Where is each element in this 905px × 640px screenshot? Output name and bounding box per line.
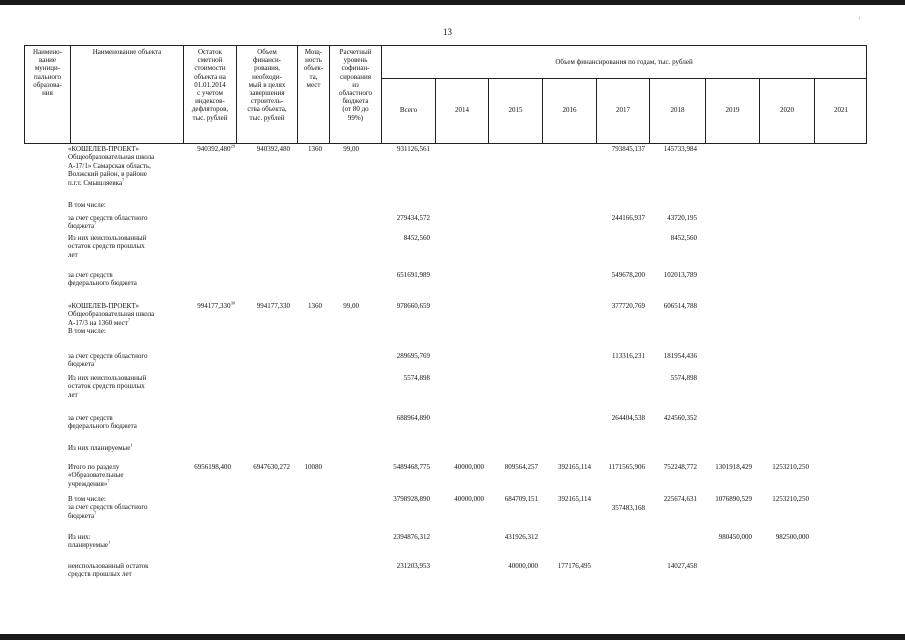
object-name-line: В том числе: [68, 495, 106, 503]
cell-total: 8452,560 [403, 234, 430, 242]
cell-y2017: 549678,200 [611, 271, 645, 279]
cell-y2020: 982500,000 [775, 533, 809, 541]
cell-y2016: 177176,495 [557, 562, 591, 570]
cell-remaining: 994177,330$^{30}$ [197, 300, 235, 310]
cell-y2019: 1301918,429 [715, 463, 752, 471]
object-name-line: А-17/3 на 1360 мест$^7$ [68, 317, 131, 327]
cell-y2014: 40000,000 [454, 495, 484, 503]
object-name-line: за счет средств областного [68, 503, 148, 512]
col-divider [70, 46, 71, 143]
object-name-line: за счет средств [68, 271, 113, 279]
header-year-2020: 2020 [780, 106, 794, 114]
cell-y2016: 392165,114 [558, 495, 591, 503]
object-name-line: А-17/1» Самарская область, [68, 161, 151, 170]
object-name-line: за счет средств областного [68, 352, 148, 360]
cell-total: 978660,659 [396, 302, 430, 310]
cell-y2015: 431926,312 [504, 533, 538, 541]
object-name-line: В том числе: [68, 327, 106, 336]
object-name-line: Из них неиспользованный [68, 234, 147, 242]
cell-capacity: 1360 [308, 145, 322, 153]
cell-y2017: 244166,937 [611, 214, 645, 222]
cell-y2017: 264404,538 [611, 414, 645, 422]
cell-y2015: 809564,257 [504, 463, 538, 471]
object-name-line: лет [68, 250, 78, 259]
cell-total: 231203,953 [396, 562, 430, 570]
cell-y2018: 424560,352 [663, 414, 697, 422]
object-name-line: Общеобразовательная школа [68, 153, 155, 162]
cell-total: 5574,898 [403, 374, 430, 382]
cell-total: 5489468,775 [393, 463, 430, 471]
scan-top-border [0, 0, 905, 5]
cell-y2018: 181954,436 [663, 352, 697, 360]
object-name-line: учреждения»$^7$ [68, 478, 110, 488]
header-object-name: Наименование объекта [92, 48, 162, 56]
object-name-line: Из них неиспользованный [68, 374, 147, 382]
cell-cofin: 99,00 [343, 302, 359, 310]
cell-total: 651691,989 [396, 271, 430, 279]
object-name-line: остаток средств прошлых [68, 242, 145, 251]
cell-volume: 6947630,272 [253, 463, 290, 471]
header-year-2016: 2016 [562, 106, 577, 114]
cell-remaining: 6956198,400 [194, 463, 231, 471]
cell-total: 931126,561 [397, 145, 430, 153]
cell-total: 279434,572 [396, 214, 430, 222]
cell-y2018: 145733,984 [663, 145, 697, 153]
object-name-line: федерального бюджета [68, 279, 137, 288]
object-name-line: неиспользованный остаток [68, 562, 149, 570]
object-name-line: планируемые$^1$ [68, 540, 111, 550]
cell-y2018: 8452,560 [670, 234, 697, 242]
cell-y2018: 43720,195 [667, 214, 697, 222]
object-name-line: «КОШЕЛЕВ-ПРОЕКТ» [68, 302, 139, 310]
cell-y2019: 1076890,529 [715, 495, 752, 503]
object-name-line: остаток средств прошлых [68, 382, 145, 391]
cell-y2014: 40000,000 [454, 463, 484, 471]
cell-y2018: 5574,898 [670, 374, 697, 382]
object-name-line: Из них: [68, 533, 91, 541]
cell-y2017: 377720,769 [611, 302, 645, 310]
cell-total: 2394876,312 [393, 533, 430, 541]
cell-y2017: 113316,231 [612, 352, 645, 360]
cell-volume: 994177,330 [256, 302, 290, 310]
scan-bottom-border [0, 634, 905, 640]
page-number: 13 [443, 27, 452, 37]
header-financing-volume: Объем финанси- рования, необходи- мый в целях завершения строитель- ства объекта, тыс. рублей [247, 48, 287, 122]
object-name-line: за счет средств областного [68, 214, 148, 222]
scan-speck: · [858, 14, 861, 23]
cell-y2019: 980450,000 [718, 533, 752, 541]
cell-y2015: 40000,000 [508, 562, 538, 570]
cell-y2018: 14027,458 [667, 562, 697, 570]
cell-total: 289695,769 [396, 352, 430, 360]
header-municipality: Наимено- вание муници- пального образова- ния [32, 48, 63, 98]
object-name-line: п.г.т. Смышляевка$^7$ [68, 177, 125, 187]
object-name-line: Из них планируемые$^1$ [68, 442, 133, 452]
object-name-line: федерального бюджета [68, 422, 137, 431]
object-name-line: средств прошлых лет [68, 570, 132, 579]
object-name-line: бюджета$^7$ [68, 359, 97, 369]
cell-volume: 940392,480 [256, 145, 290, 153]
cell-y2015: 684709,151 [504, 495, 538, 503]
cell-y2017-upper: 357483,168 [611, 504, 645, 512]
group-divider [381, 78, 866, 79]
object-name-line: Волжский район, в районе [68, 170, 147, 179]
header-year-2015: 2015 [508, 106, 523, 114]
cell-total: 688964,890 [396, 414, 430, 422]
header-capacity: Мощ- ность объек- та, мест [303, 48, 324, 89]
cell-y2018: 102013,789 [663, 271, 697, 279]
cell-capacity: 1360 [308, 302, 322, 310]
object-name-line: Общеобразовательная школа [68, 310, 155, 319]
cell-total: 3798928,890 [393, 495, 430, 503]
table-header [24, 45, 867, 144]
object-name-line: «Образовательные [68, 471, 124, 480]
header-cofinancing-level: Расчетный уровень софинан- сирования из областного бюджета (от 80 до 99%) [338, 48, 373, 122]
cell-y2020: 1253210,250 [772, 495, 809, 503]
cell-y2018: 752248,772 [663, 463, 697, 471]
header-year-2014: 2014 [455, 106, 469, 114]
object-name-line: бюджета$^7$ [68, 510, 97, 520]
header-year-2021: 2021 [834, 106, 848, 114]
cell-y2016: 392165,114 [558, 463, 591, 471]
header-year-2019: 2019 [725, 106, 740, 114]
object-name-line: бюджета$^7$ [68, 221, 97, 231]
cell-y2017: 793845,137 [611, 145, 645, 153]
header-financing-by-year: Объем финансирования по годам, тыс. рублей [555, 58, 693, 66]
cell-capacity: 10080 [304, 463, 322, 471]
object-name-line: за счет средств [68, 414, 113, 422]
cell-y2020: 1253210,250 [772, 463, 809, 471]
object-name-line: «КОШЕЛЕВ-ПРОЕКТ» [68, 145, 139, 153]
cell-y2018: 606514,788 [663, 302, 697, 310]
header-remaining-cost: Остаток сметной стоимости объекта на 01.01.2014 с учетом индексов- дефляторов, тыс. рублей [191, 48, 229, 122]
object-name-line: лет [68, 390, 78, 399]
cell-remaining: 940392,480$^{29}$ [197, 143, 235, 153]
header-total: Всего [399, 106, 418, 114]
cell-y2017: 1171565,906 [608, 463, 645, 471]
header-year-2017: 2017 [616, 106, 630, 114]
object-name-line: Итого по разделу [68, 463, 120, 471]
header-year-2018: 2018 [670, 106, 685, 114]
cell-y2018: 225674,631 [663, 495, 697, 503]
object-name-line: В том числе: [68, 201, 106, 209]
cell-cofin: 99,00 [343, 145, 359, 153]
